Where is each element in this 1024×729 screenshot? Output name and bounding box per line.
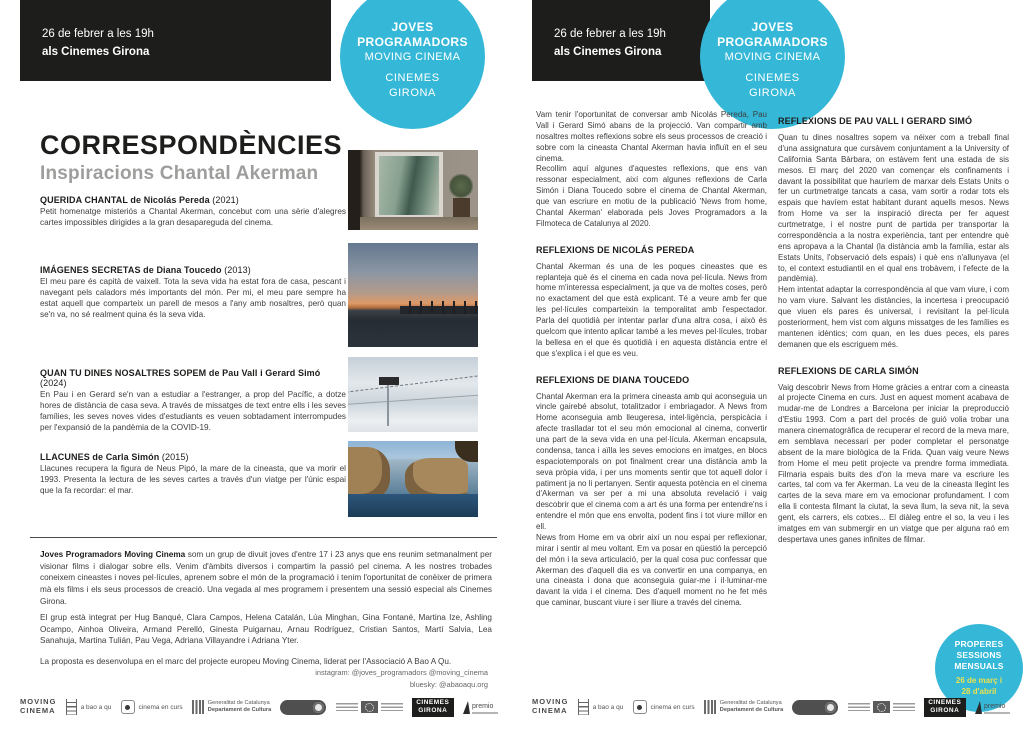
group-members-paragraph: El grup està integrat per Hug Banqué, Clara Campos, Helena Catalán, Lúa Minghan, Gina Fontané, Martina Ize, Ashling Ocampo, Ainhoa Oliveira, Armand Perelló, Ginesta Puigarnau, Arnau Rodríguez, Cristian Santos, Martí Salvia, Lea Sanahuja, Martina Tulián, Pau Vega, Adriana Villayandre i Adriana Yter. bbox=[40, 613, 492, 646]
thumb-floor bbox=[360, 217, 478, 230]
film-entry-imagenes-secretas bbox=[40, 265, 346, 321]
film-description: En Pau i en Gerard se'n van a estudiar a l'estranger, a prop del Pacífic, a dotze hores de distància de casa seva. A través de missatges de text entre ells i les seves famílies, les seves noves vides d'estudiants es veuen sobtadament interrompudes per l'expansió de la pandèmia de la COVID-19. bbox=[40, 390, 346, 432]
thumb-sign-pole bbox=[387, 385, 389, 426]
reflection-paragraph: Hem intentat adaptar la correspondència al que vam viure, i com ho vam viure. Salvant les distàncies, la incertesa i preocupació que viuen els pares és universal, i revisitant la pel·lícula posteriorment, hem vist com alguns missatges de les famílies es mantenen idèntics; com quan, en les dues peces, els pares demanen que els escriguem més. bbox=[778, 285, 1009, 349]
reflection-paragraph: News from Home em va obrir així un nou espai per reflexionar, mirar i sentir al meu voltant. Em va posar en qüestió la percepció del món i la seva articulació, per la qual cosa puc confessar que Akerman des d'aquell dia es va convertir en una companya, en una cineasta i dona que aconseguia guiar-me i il·luminar-me davant la vida i el cinema. Des d'aquell moment no he fet més que caminar, buscant viure i ser lliure a través del cinema. bbox=[536, 532, 767, 608]
partner-logo-strip bbox=[20, 692, 498, 722]
thumb-rock bbox=[348, 447, 390, 500]
film-title: QUERIDA CHANTAL de Nicolás Pereda (2021) bbox=[40, 195, 239, 205]
session-date bbox=[554, 26, 666, 62]
eu-text-lines bbox=[381, 703, 403, 711]
thumb-sea bbox=[348, 494, 478, 517]
senyera-bars-icon bbox=[704, 700, 716, 714]
camera-dot-icon bbox=[633, 700, 647, 714]
thumb-window-frame bbox=[375, 152, 443, 219]
badge-line-programadors: PROGRAMADORS bbox=[357, 35, 468, 49]
intro-paragraph: Recollim aquí algunes d'aquestes reflexions, que ens van ressonar especialment, així com algunes reflexions de Carla Simón i Diana Toucedo sobre el cinema de Chantal Akerman, que van escriure en motiu de la publicació 'News from home, Chantal Akerman' elaborada pels Joves Programadors a la Filmoteca de Catalunya al 2020. bbox=[536, 164, 767, 228]
project-credit-line: La proposta es desenvolupa en el marc del projecte europeu Moving Cinema, liderat per l'Associació A Bao A Qu. bbox=[40, 657, 452, 666]
section-heading-pau-vall-gerard-simo: REFLEXIONS DE PAU VALL I GERARD SIMÓ bbox=[778, 116, 973, 126]
eu-flag-icon bbox=[361, 701, 378, 713]
reflection-paragraph: Chantal Akerman és una de les poques cineastes que es replanteja què és el cinema en cada nova pel·lícula. News from home m'interessa especialment, ja que va de moltes coses, però no exactament del que està explicant. Té a veure amb fer que les pel·lícules comparteixin la temporalitat amb l'espectador. Parla del quotidià per intentar parlar d'una altra cosa, i això és quelcom que intento aplicar també a les meves pel·lícules, trobar la bellesa en el que és quotidià i en aquesta distància entre el que s'explica i el que es veu. bbox=[536, 261, 767, 358]
section-heading-diana-toucedo: REFLEXIONS DE DIANA TOUCEDO bbox=[536, 374, 690, 385]
eu-cofunded-logo bbox=[848, 701, 915, 713]
session-date bbox=[42, 26, 154, 62]
moving-cinema-logo: MOVING CINEMA bbox=[20, 697, 57, 715]
next-sessions-line2: SESSIONS bbox=[956, 650, 1002, 661]
thumb-harbor-silhouette bbox=[400, 301, 478, 313]
header-bar bbox=[20, 0, 331, 81]
film-title: LLACUNES de Carla Simón (2015) bbox=[40, 452, 189, 462]
abaoaqu-logo: a bao a qu bbox=[66, 699, 112, 715]
session-venue: als Cinemes Girona bbox=[554, 45, 662, 58]
badge-line-joves: JOVES bbox=[391, 20, 434, 34]
eu-flag-icon bbox=[873, 701, 890, 713]
cinemes-girona-badge: CINEMES GIRONA bbox=[412, 698, 454, 717]
eu-text-lines bbox=[848, 703, 870, 711]
bluesky-handle: bluesky: @abaoaqu.org bbox=[409, 679, 488, 689]
next-sessions-line3: MENSUALS bbox=[954, 661, 1004, 672]
next-sessions-date2: 28 d'abril bbox=[961, 686, 997, 696]
section-heading-carla-simon: REFLEXIONS DE CARLA SIMÓN bbox=[778, 365, 919, 376]
partner-logo-strip bbox=[532, 692, 1010, 722]
abaoaqu-logo: a bao a qu bbox=[578, 699, 624, 715]
page-subtitle: Inspiracions Chantal Akerman bbox=[40, 163, 319, 184]
thumb-plant bbox=[449, 174, 472, 198]
film-description: Llacunes recupera la figura de Neus Pipó, la mare de la cineasta, que va morir el 1993. Presenta la lectura de les seves cartes a través d'un viatge per l'únic espai que la fa recordar: el mar. bbox=[40, 464, 346, 495]
sail-icon bbox=[463, 701, 470, 714]
badge-line-cinemes: CINEMES bbox=[385, 72, 440, 85]
film-thumbnail-quan-tu-dines bbox=[348, 357, 478, 432]
joves-programadors-badge bbox=[340, 0, 485, 129]
film-title: IMÁGENES SECRETAS de Diana Toucedo (2013) bbox=[40, 265, 251, 275]
premio-logo: premio bbox=[975, 701, 1010, 714]
session-venue: als Cinemes Girona bbox=[42, 45, 150, 58]
cinema-en-curs-logo: cinema en curs bbox=[633, 700, 695, 714]
badge-line-moving-cinema: MOVING CINEMA bbox=[724, 51, 821, 63]
next-sessions-line1: PROPERES bbox=[954, 639, 1004, 650]
film-thumbnail-llacunes bbox=[348, 441, 478, 517]
reflections-column-1 bbox=[536, 110, 767, 609]
film-entry-quan-tu-dines bbox=[40, 368, 346, 434]
eu-text-lines bbox=[336, 703, 358, 711]
ladder-icon bbox=[578, 699, 589, 715]
film-thumbnail-imagenes-secretas bbox=[348, 243, 478, 347]
thumb-street-sign bbox=[379, 377, 399, 385]
thumb-plant-pot bbox=[453, 198, 470, 217]
cinema-en-curs-logo: cinema en curs bbox=[121, 700, 183, 714]
film-entry-llacunes bbox=[40, 452, 346, 497]
ajuntament-barcelona-badge bbox=[792, 700, 838, 715]
badge-line-girona: GIRONA bbox=[388, 86, 436, 99]
badge-line-girona: GIRONA bbox=[748, 86, 796, 99]
social-handles bbox=[315, 667, 488, 691]
film-thumbnail-querida-chantal bbox=[348, 150, 478, 230]
session-date-line1: 26 de febrer a les 19h bbox=[554, 28, 666, 40]
intro-paragraph: Vam tenir l'oportunitat de conversar amb Nicolás Pereda, Pau Vall i Gerard Simó abans de la projecció. Van compartir amb nosaltres moltes reflexions sobre els seus processos de creació i sobre com la cineasta Chantal Akerman havia influït en el seu cinema. bbox=[536, 110, 767, 163]
reflection-paragraph: Vaig descobrir News from Home gràcies a entrar com a cineasta al projecte Cinema en curs. Just en aquest moment acabava de mudar-me de Londres a Barcelona per iniciar la preproducció d'Estiu 1993. Com a part del procés de guió volia trobar una manera cinematogràfica de recuperar el record de la meva mare, em semblava necessari per poder completar el personatge absent de la mare biològica de la Frida. Quan vaig veure News from Home el meu petit projecte va prendre forma immediata. Filmaria espais buits des d'on la meva mare va escriure les cartes, tal com va fer Akerman. La veu de la cineasta llegint les cartes de la seva mare em va emocionar profundament. I com ella li contesta filmant la ciutat, la seva llum, la seva nit, la seva gent, els carrers, els cotxes... El diàleg entre el so, la veu i les imatges em van submergir en un viatge que per alguna raó em despertava unes ganes infinites de filmar. bbox=[778, 382, 1009, 544]
about-group-paragraph: Joves Programadors Moving Cinema som un grup de divuit joves d'entre 17 i 23 anys que ens reunim setmanalment per visionar films i dialogar sobre ells. Venim d'àmbits diversos i compartim la passió pel cinema. A les nostres trobades coneixem cineastes i noves pel·lícules, aprenem sobre el món de la programació i tenim l'oportunitat de conèixer de primera mà els films i els seus processos de creació. Una vegada al mes programem i presentem una sessió especial als Cinemes Girona. bbox=[40, 550, 492, 606]
generalitat-logo: Generalitat de Catalunya Departament de Cultura bbox=[192, 700, 271, 714]
badge-line-moving-cinema: MOVING CINEMA bbox=[364, 51, 461, 63]
premio-logo: premio bbox=[463, 701, 498, 714]
film-entry-querida-chantal bbox=[40, 195, 346, 229]
moving-cinema-logo: MOVING CINEMA bbox=[532, 697, 569, 715]
film-description: Petit homenatge misteriós a Chantal Akerman, concebut com una sèrie d'alegres cartes impossibles dirigides a la gran desapareguda del cinema. bbox=[40, 207, 346, 227]
ajuntament-barcelona-badge bbox=[280, 700, 326, 715]
camera-dot-icon bbox=[121, 700, 135, 714]
badge-line-cinemes: CINEMES bbox=[745, 72, 800, 85]
generalitat-logo: Generalitat de Catalunya Departament de Cultura bbox=[704, 700, 783, 714]
film-title: QUAN TU DINES NOSALTRES SOPEM de Pau Vall i Gerard Simó (2024) bbox=[40, 368, 321, 388]
sail-icon bbox=[975, 701, 982, 714]
thumb-wire bbox=[348, 373, 478, 393]
page-right bbox=[512, 0, 1024, 729]
next-sessions-date1: 26 de març i bbox=[955, 676, 1003, 686]
header-bar bbox=[532, 0, 710, 81]
reflection-paragraph: Chantal Akerman era la primera cineasta amb qui aconseguia un vincle gairebé absolut, totalitzador i embriagador. A News from Home aconseguia amb lleugeresa, intel·ligència, perspicàcia i afecte traslladar tot el seu món emocional al cinema, convertir una part de la seva vida en una pel·lícula. Akerman encapsula, condensa, tanca i aïlla les seves emocions en imatges, en blocs espaciotemporals on pot finalment crear una distància amb la seva pròpia vida, i per uns moments sentir que tot aquell dolor i patiment ja no li pertanyen. Sentir aquesta potència en el cinema d'Akerman va ser per a mi una absoluta revelació i vaig descobrir que el cinema com a art és una forma per entendre'ns i entendre el món que ens envolta, podent fins i tot viure millor en ell. bbox=[536, 391, 767, 531]
eu-text-lines bbox=[893, 703, 915, 711]
badge-line-joves: JOVES bbox=[751, 20, 794, 34]
reflections-column-2 bbox=[778, 116, 1009, 546]
section-divider bbox=[30, 537, 497, 538]
session-date-line1: 26 de febrer a les 19h bbox=[42, 28, 154, 40]
badge-line-programadors: PROGRAMADORS bbox=[717, 35, 828, 49]
cinemes-girona-badge: CINEMES GIRONA bbox=[924, 698, 966, 717]
ladder-icon bbox=[66, 699, 77, 715]
reflection-paragraph: Quan tu dines nosaltres sopem va néixer com a treball final d'una assignatura que cursàvem conjuntament a la University of California Santa Bàrbara, on estàvem fent una estada de sis mesos. El març del 2020 van començar els confinaments i davant la possibilitat que hauríem de marxar dels Estats Units o fer un curtmetratge tancats a casa, vam sortir a rodar tots els espais que havíem estat habitant durant aquells mesos. News from Home va ser la inspiració directa per fer aquest curtmetratge, i el nostre punt de partida per transportar la correspondència a la nostra experiència, tant per entendre què ens apropava a la Chantal (la distància amb la família, estar als Estats Units, l'observació dels espais) i què ens n'allunyava (el to, el context estudiantil en el qual ens trobàvem, i l'efecte de la pandèmia). bbox=[778, 133, 1009, 284]
instagram-handles: instagram: @joves_programadors @moving_cinema bbox=[315, 668, 488, 677]
eu-cofunded-logo bbox=[336, 701, 403, 713]
film-description: El meu pare és capità de vaixell. Tota la seva vida ha estat fora de casa, pescant i navegant pels caladors més importants del món. Per mi, el meu pare sempre ha estat aquell que comparteix un parell de mesos a l'any amb nosaltres, però quan se'n va, no sé realment quina és la seva vida. bbox=[40, 277, 346, 319]
section-heading-nicolas-pereda: REFLEXIONS DE NICOLÁS PEREDA bbox=[536, 244, 695, 255]
page-title: CORRESPONDÈNCIES bbox=[40, 130, 343, 160]
senyera-bars-icon bbox=[192, 700, 204, 714]
thumb-wire bbox=[348, 394, 478, 406]
